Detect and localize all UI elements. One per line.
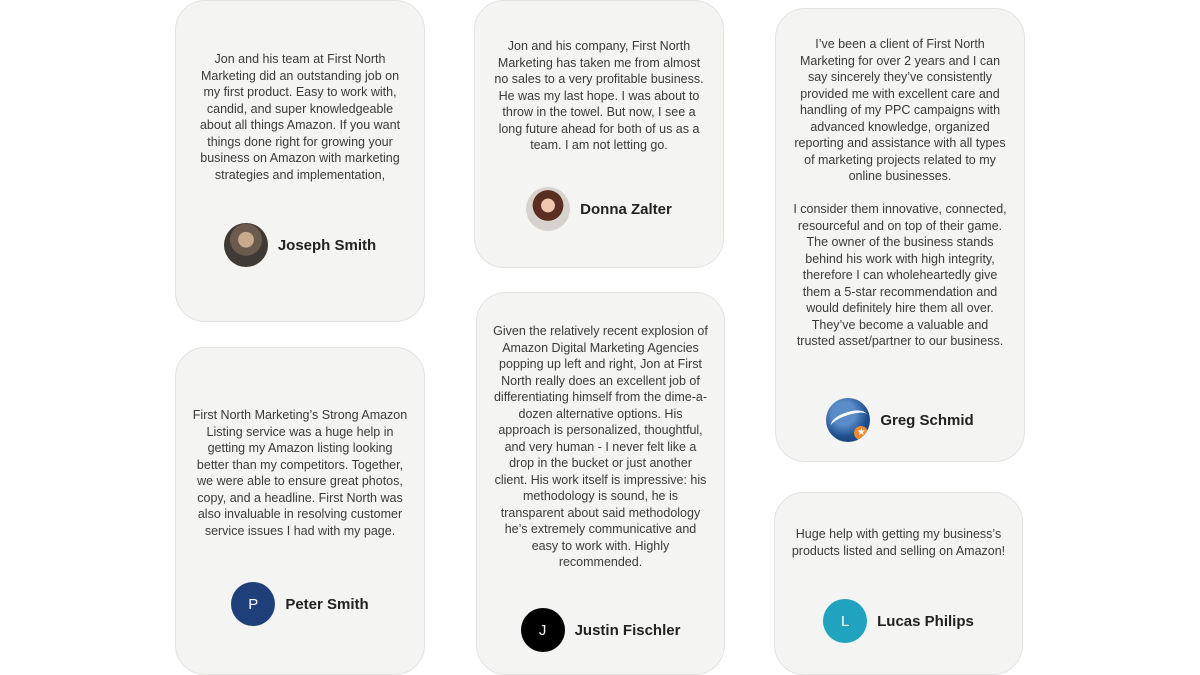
testimonial-quote: First North Marketing’s Strong Amazon Listing service was a huge help in getting my Amazon listing looking better than my competitors. Together, we were able to ensure great photos, copy, and a headline. First North was also invaluable in resolving customer service issues I had with my page. [192, 408, 408, 538]
testimonial-card-donna-zalter [474, 0, 724, 268]
testimonial-card-joseph-smith [175, 0, 425, 322]
author-name: Peter Smith [285, 595, 369, 613]
testimonial-card-greg-schmid [775, 8, 1025, 462]
avatar [521, 608, 565, 652]
avatar-initial: J [538, 621, 547, 639]
testimonial-quote: Jon and his company, First North Marketing has taken me from almost no sales to a very profitable business. He was my last hope. I was about to throw in the towel. But now, I see a long future ahead for both of us as a team. I am not letting go. [494, 39, 704, 152]
testimonial-author [176, 582, 424, 626]
testimonial-quote: Jon and his team at First North Marketing did an outstanding job on my first product. Easy to work with, candid, and super knowledgeable about all things Amazon. If you want things done right for growing your business on Amazon with marketing strategies and implementation, [199, 52, 401, 182]
author-name: Lucas Philips [877, 612, 974, 630]
author-name: Donna Zalter [580, 200, 672, 218]
avatar-initial: P [248, 595, 259, 613]
author-name: Greg Schmid [880, 411, 974, 429]
star-badge-icon: ★ [854, 426, 868, 440]
testimonial-card-lucas-philips [774, 492, 1023, 675]
avatar [526, 187, 570, 231]
testimonial-quote: I’ve been a client of First North Marketing for over 2 years and I can say sincerely they’ve consistently provided me with excellent care and handling of my PPC campaigns with advanced knowledge, organized reporting and assistance with all types of marketing projects related to my online businesses. I consider them innovative, connected, resourceful and on top of their game. The owner of the business stands behind his work with high integrity, therefore I can wholeheartedly give them a 5-star recommendation and would definitely hire them all over. They’ve become a valuable and trusted asset/partner to our business. [793, 37, 1007, 348]
testimonial-author [176, 223, 424, 267]
author-name: Joseph Smith [277, 236, 377, 254]
testimonial-author [775, 599, 1022, 643]
author-name: Justin Fischler [574, 621, 681, 639]
testimonial-card-peter-smith [175, 347, 425, 675]
avatar [231, 582, 275, 626]
avatar [224, 223, 268, 267]
testimonial-author [475, 187, 723, 231]
testimonial-quote: Huge help with getting my business’s products listed and selling on Amazon! [791, 527, 1006, 558]
testimonial-author [776, 398, 1024, 442]
testimonial-author [477, 608, 724, 652]
avatar [823, 599, 867, 643]
testimonial-card-justin-fischler [476, 292, 725, 675]
globe-icon [826, 398, 870, 442]
testimonial-quote: Given the relatively recent explosion of Amazon Digital Marketing Agencies popping up left and right, Jon at First North really does an excellent job of differentiating himself from the dime-a-dozen alternative options. His approach is personalized, thoughtful, and very human - I never felt like a drop in the bucket or just another client. His work itself is impressive: his methodology is sound, he is transparent about said methodology he’s extremely communicative and easy to work with. Highly recommended. [493, 324, 708, 569]
avatar-initial: L [840, 612, 850, 630]
